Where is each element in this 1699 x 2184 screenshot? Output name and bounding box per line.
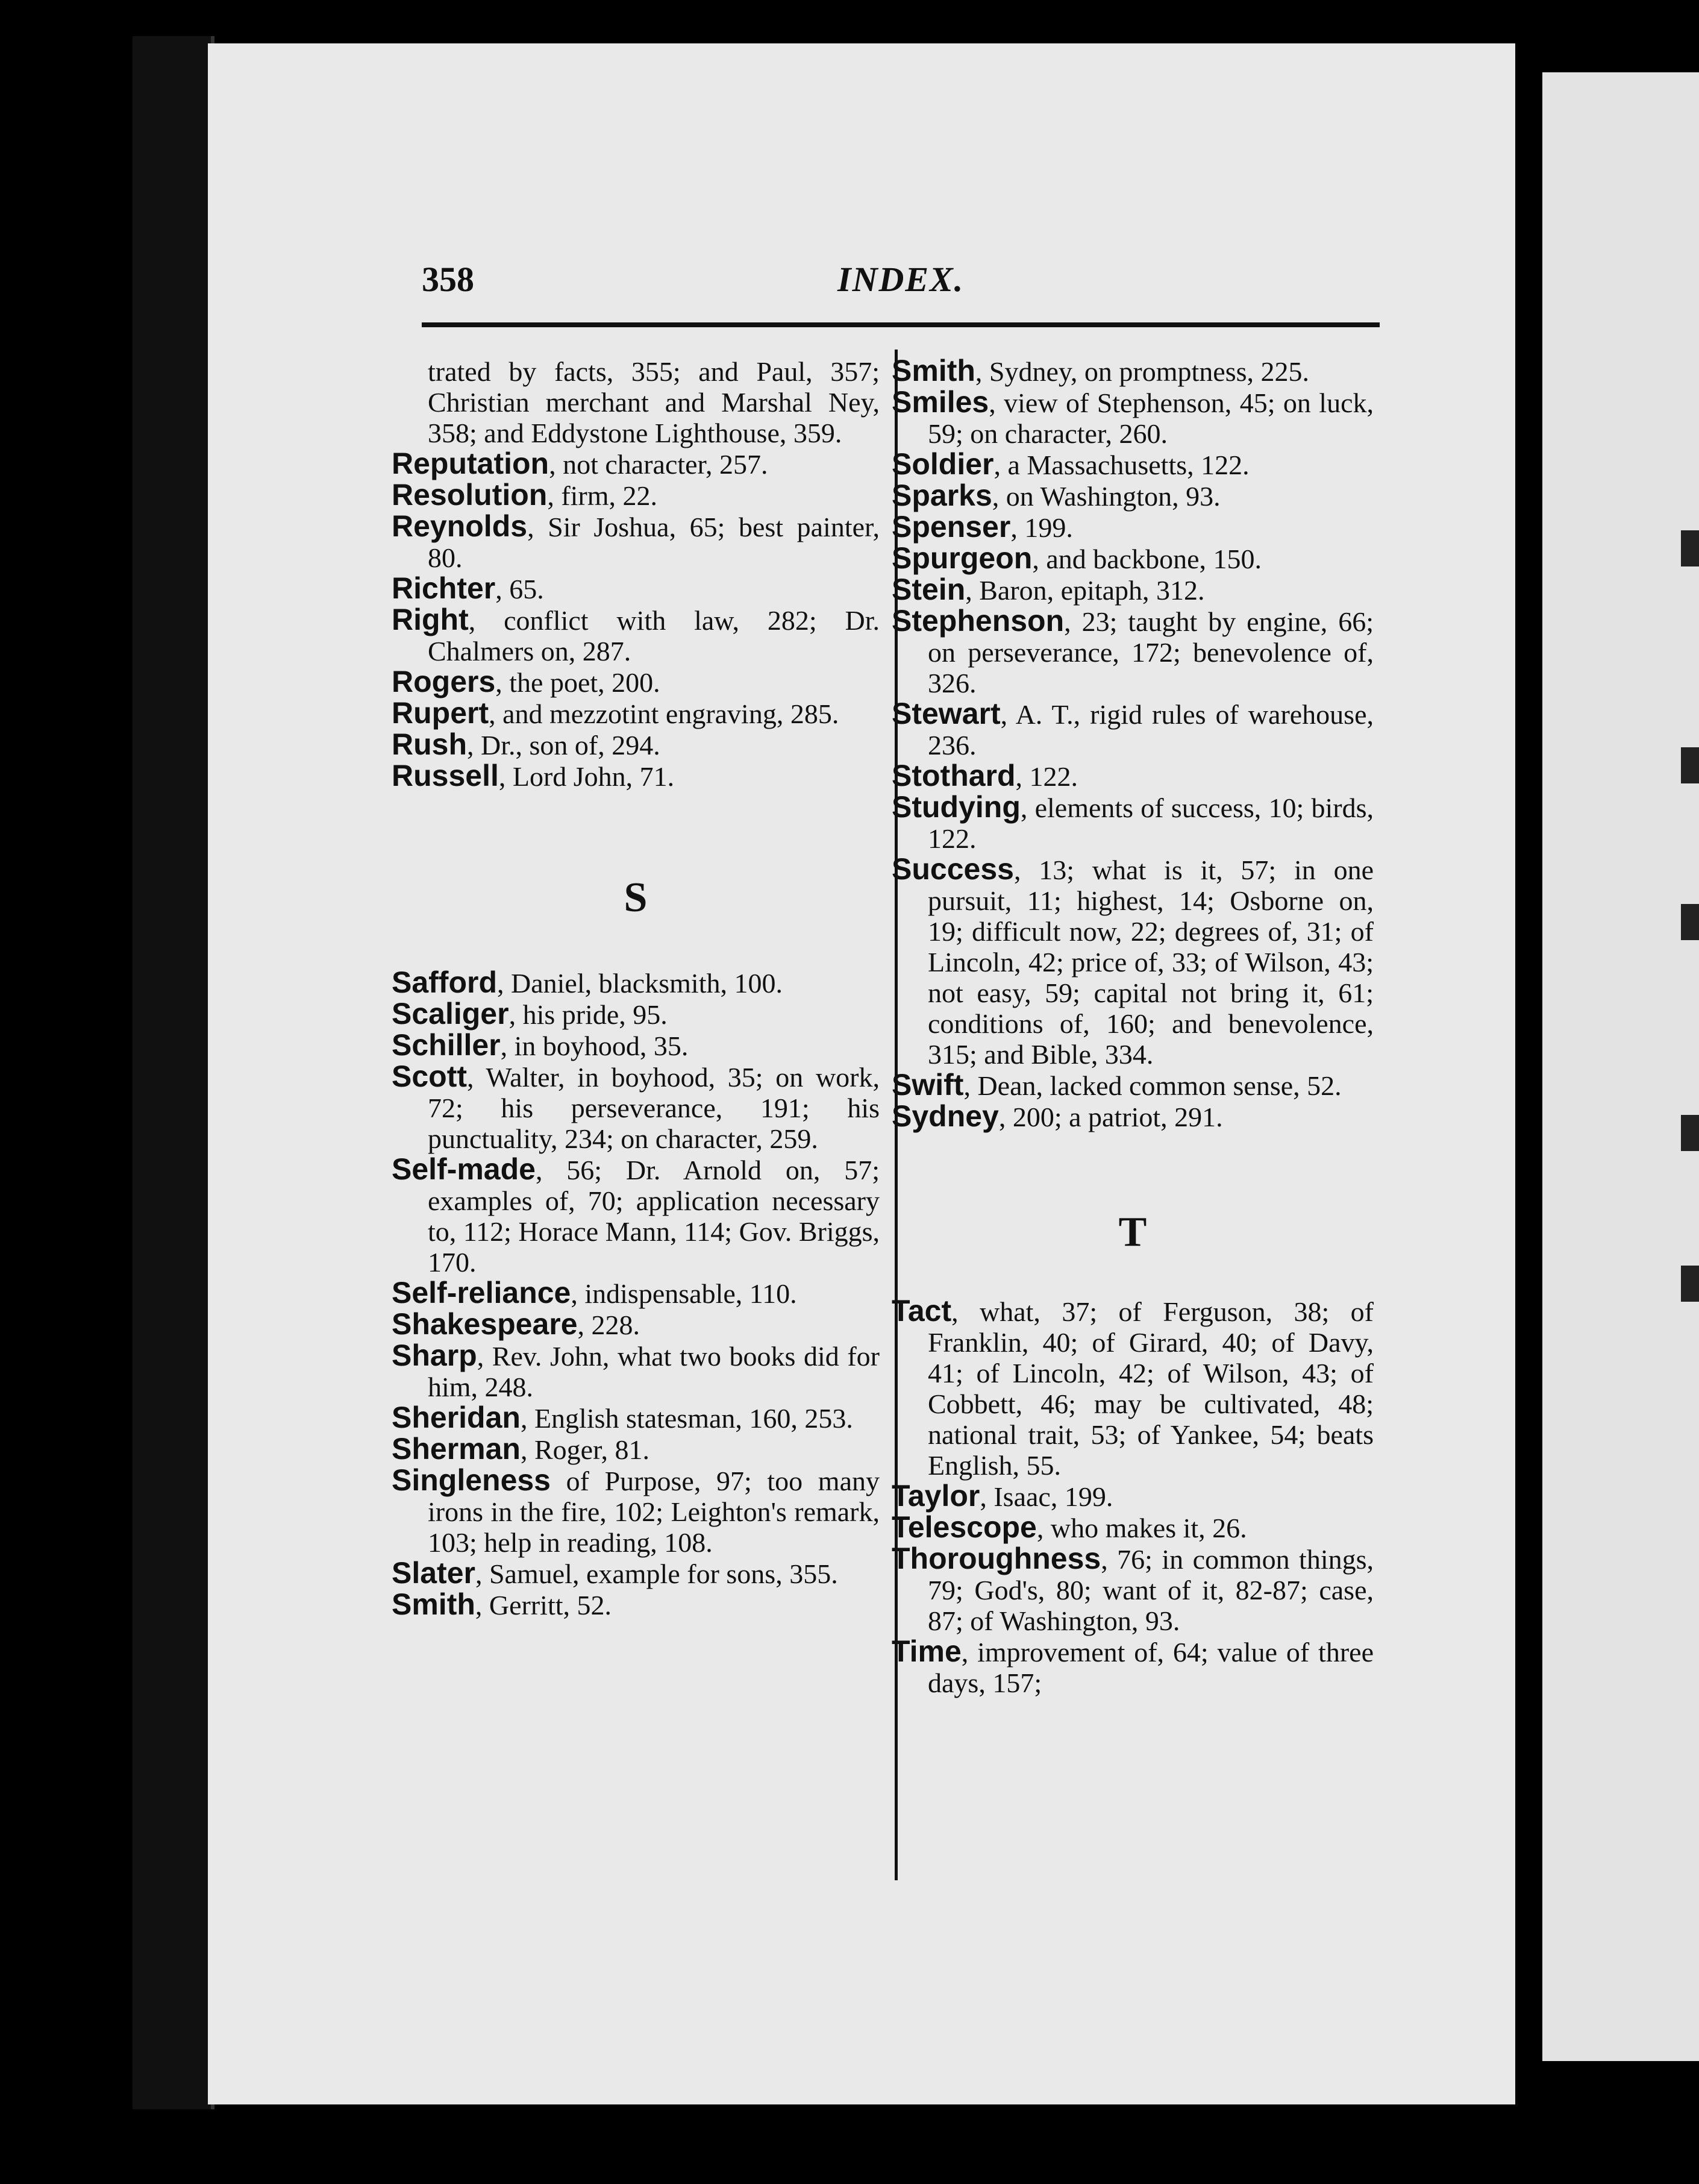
index-entry: Singleness of Purpose, 97; too many irons in the fire, 102; Leighton's remark, 103; help in reading, 108. bbox=[392, 1463, 880, 1558]
index-column-left bbox=[392, 356, 880, 1621]
index-entry: Spenser, 199. bbox=[892, 510, 1073, 544]
index-entry: Thoroughness, 76; in common things, 79; God's, 80; want of it, 82-87; case, 87; of Washington, 93. bbox=[892, 1542, 1374, 1636]
entries-before-s bbox=[392, 356, 880, 792]
index-entry: Spurgeon, and backbone, 150. bbox=[892, 541, 1262, 575]
index-entry: Reynolds, Sir Joshua, 65; best painter, 80. bbox=[392, 509, 880, 573]
facing-page-edge bbox=[1542, 72, 1699, 2061]
index-entry: Swift, Dean, lacked common sense, 52. bbox=[892, 1068, 1342, 1102]
index-entry: Russell, Lord John, 71. bbox=[392, 759, 675, 792]
index-entry: Shakespeare, 228. bbox=[392, 1307, 640, 1341]
index-entry: Smiles, view of Stephenson, 45; on luck, 59; on character, 260. bbox=[892, 385, 1374, 449]
index-entry: Stothard, 122. bbox=[892, 759, 1078, 792]
index-entry: trated by facts, 355; and Paul, 357; Christian merchant and Marshal Ney, 358; and Eddystone Lighthouse, 359. bbox=[428, 356, 880, 448]
index-entry: Sharp, Rev. John, what two books did for him, 248. bbox=[392, 1338, 880, 1402]
index-entry: Right, conflict with law, 282; Dr. Chalmers on, 287. bbox=[392, 603, 880, 667]
index-entry: Rogers, the poet, 200. bbox=[392, 665, 660, 698]
section-letter-t: T bbox=[1118, 1209, 1147, 1255]
facing-page-text-fragment bbox=[1681, 1115, 1699, 1151]
index-entry: Safford, Daniel, blacksmith, 100. bbox=[392, 965, 783, 999]
index-entry: Stein, Baron, epitaph, 312. bbox=[892, 573, 1205, 606]
index-entry: Self-made, 56; Dr. Arnold on, 57; examples of, 70; application necessary to, 112; Horace Mann, 114; Gov. Briggs, 170. bbox=[392, 1152, 880, 1278]
entries-s-continued bbox=[892, 356, 1374, 1132]
index-entry: Sparks, on Washington, 93. bbox=[892, 479, 1221, 512]
index-entry: Soldier, a Massachusetts, 122. bbox=[892, 447, 1250, 481]
facing-page-text-fragment bbox=[1681, 747, 1699, 783]
index-entry: Rupert, and mezzotint engraving, 285. bbox=[392, 696, 839, 730]
index-entry: Time, improvement of, 64; value of three days, 157; bbox=[892, 1634, 1374, 1698]
index-entry: Sheridan, English statesman, 160, 253. bbox=[392, 1401, 853, 1434]
index-entry: Richter, 65. bbox=[392, 571, 544, 605]
index-entry: Reputation, not character, 257. bbox=[392, 447, 768, 480]
page-header bbox=[422, 259, 1380, 325]
facing-page-text-fragment bbox=[1681, 530, 1699, 566]
index-entry: Success, 13; what is it, 57; in one pursuit, 11; highest, 14; Osborne on, 19; difficult now, 22; degrees of, 31; of Lincoln, 42; price of, 33; of Wilson, 43; not easy, 59; capital not bring it, 61; conditions of, 160; and benevolence, 315; and Bible, 334. bbox=[892, 852, 1374, 1070]
index-entry: Schiller, in boyhood, 35. bbox=[392, 1028, 689, 1062]
index-entry: Telescope, who makes it, 26. bbox=[892, 1510, 1247, 1544]
index-entry: Stewart, A. T., rigid rules of warehouse, 236. bbox=[892, 697, 1374, 761]
book-binding bbox=[133, 36, 214, 2109]
index-entry: Smith, Gerritt, 52. bbox=[392, 1587, 612, 1621]
facing-page-text-fragment bbox=[1681, 904, 1699, 940]
index-entry: Taylor, Isaac, 199. bbox=[892, 1479, 1113, 1513]
section-letter-s: S bbox=[624, 874, 648, 921]
index-entry: Slater, Samuel, example for sons, 355. bbox=[392, 1556, 838, 1590]
index-entry: Studying, elements of success, 10; birds, 122. bbox=[892, 790, 1374, 854]
index-entry: Stephenson, 23; taught by engine, 66; on perseverance, 172; benevolence of, 326. bbox=[892, 604, 1374, 698]
index-entry: Scaliger, his pride, 95. bbox=[392, 997, 668, 1031]
index-column-right bbox=[892, 356, 1374, 1698]
running-head: INDEX. bbox=[837, 260, 965, 299]
index-entry: Scott, Walter, in boyhood, 35; on work, 72; his perseverance, 191; his punctuality, 234; on character, 259. bbox=[392, 1059, 880, 1154]
header-rule bbox=[422, 322, 1380, 327]
entries-s bbox=[392, 967, 880, 1621]
index-entry: Rush, Dr., son of, 294. bbox=[392, 727, 660, 761]
index-entry: Smith, Sydney, on promptness, 225. bbox=[892, 354, 1310, 388]
index-entry: Self-reliance, indispensable, 110. bbox=[392, 1276, 797, 1310]
index-entry: Tact, what, 37; of Ferguson, 38; of Franklin, 40; of Girard, 40; of Davy, 41; of Lincoln, 42; of Wilson, 43; of Cobbett, 46; may be cultivated, 48; national trait, 53; of Yankee, 54; beats English, 55. bbox=[892, 1294, 1374, 1481]
facing-page-text-fragment bbox=[1681, 1266, 1699, 1302]
entries-t bbox=[892, 1296, 1374, 1698]
index-entry: Sherman, Roger, 81. bbox=[392, 1432, 650, 1466]
page-number: 358 bbox=[422, 260, 474, 299]
index-entry: Resolution, firm, 22. bbox=[392, 478, 658, 512]
index-entry: Sydney, 200; a patriot, 291. bbox=[892, 1099, 1223, 1133]
